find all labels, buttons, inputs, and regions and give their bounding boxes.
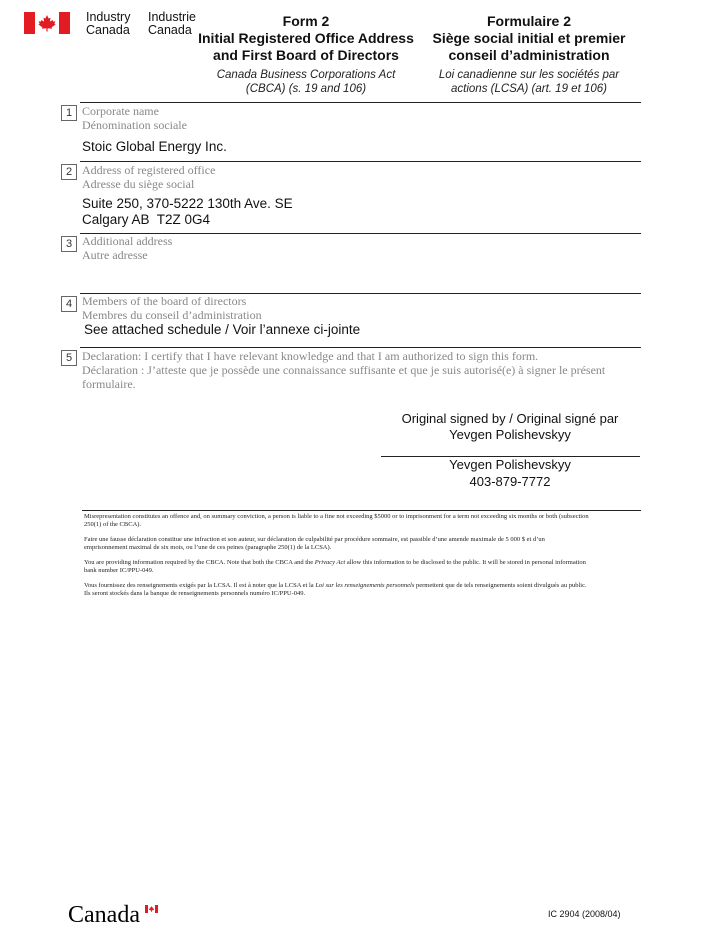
registered-office-line2[interactable]: Calgary AB T2Z 0G4: [82, 212, 211, 227]
dept-fr-line2: Canada: [148, 23, 192, 37]
act-fr-line2: actions (LCSA) (art. 19 et 106): [451, 83, 607, 95]
form-title-en: [190, 13, 422, 96]
fine-print-p2-line2: emprisonnement maximal de six mois, ou l’une de ces peines (paragraphe 250(1) de la LCSA).: [84, 544, 332, 551]
section-5-number: 5: [61, 350, 77, 366]
dept-name-en: [86, 11, 130, 37]
act-fr-line1: Loi canadienne sur les sociétés par: [438, 69, 620, 81]
section-3-number: 3: [61, 236, 77, 252]
declaration-fr-line1: Déclaration : J’atteste que je possède une connaissance suffisante et que je suis autorisé(e) à signer le présent: [82, 363, 606, 377]
dept-fr-line1: Industrie: [148, 10, 196, 24]
signed-by-line1: Original signed by / Original signé par: [401, 411, 619, 426]
directors-label-en: Members of the board of directors: [82, 294, 247, 308]
section-1-rule: [80, 102, 641, 103]
canada-wordmark: [68, 902, 140, 928]
form-title-fr-line1: Siège social initial et premier: [432, 30, 626, 46]
form-code: IC 2904 (2008/04): [548, 909, 621, 919]
section-2-rule: [80, 161, 641, 162]
form-title-en-line2: and First Board of Directors: [213, 47, 399, 63]
fine-print-p3-line2: bank number IC/PPU-049.: [84, 567, 154, 574]
fine-print-p4-a: Vous fournissez des renseignements exigés par la LCSA. Il est à noter que la LCSA et la: [84, 582, 316, 589]
fine-print-p2-line1: Faire une fausse déclaration constitue une infraction et son auteur, sur déclaration de culpabilité par procédure sommaire, est passible d’une amende maximale de 5 000 $ et d’un: [84, 536, 545, 543]
registered-office-label-en: Address of registered office: [82, 163, 216, 177]
corporate-name-label-en: Corporate name: [82, 104, 159, 118]
privacy-law-title-fr: Loi sur les renseignements personnels: [315, 582, 415, 589]
fine-print-p4-line2: Ils seront stockés dans la banque de renseignements personnels numéro IC/PPU-049.: [84, 590, 306, 597]
fine-print-p3-line1: [84, 559, 644, 567]
signer-phone: 403-879-7772: [469, 474, 551, 489]
form-title-en-line1: Initial Registered Office Address: [198, 30, 414, 46]
canada-flag-icon: [24, 12, 70, 34]
declaration-en: Declaration: I certify that I have relevant knowledge and that I am authorized to sign this form.: [82, 349, 539, 363]
form-title-fr-line2: conseil d’administration: [448, 47, 610, 63]
form-number-fr: Formulaire 2: [486, 13, 572, 29]
signed-by-line2: Yevgen Polishevskyy: [449, 427, 571, 442]
registered-office-label-fr: Adresse du siège social: [82, 177, 195, 191]
privacy-act-title: Privacy Act: [314, 559, 346, 566]
fine-print-p4-line1: [84, 582, 644, 590]
registered-office-line1[interactable]: Suite 250, 370-5222 130th Ave. SE: [82, 196, 293, 211]
dept-en-line2: Canada: [86, 23, 130, 37]
section-2-number: 2: [61, 164, 77, 180]
fine-print-p3-a: You are providing information required by the CBCA. Note that both the CBCA and the: [84, 559, 315, 566]
act-en-line2: (CBCA) (s. 19 and 106): [245, 83, 367, 95]
directors-value[interactable]: See attached schedule / Voir l’annexe ci-jointe: [84, 322, 361, 337]
form-title-fr: [425, 13, 633, 96]
dept-name-fr: [148, 11, 196, 37]
act-en-line1: Canada Business Corporations Act: [216, 69, 396, 81]
corporate-name-label-fr: Dénomination sociale: [82, 118, 187, 132]
fine-print-p4-c: permettent que de tels renseignements soient divulgués au public.: [414, 582, 587, 589]
additional-address-label-en: Additional address: [82, 234, 173, 248]
section-5-rule: [80, 347, 641, 348]
fine-print-p1-line2: 250(1) of the CBCA).: [84, 521, 142, 528]
corporate-name-value[interactable]: Stoic Global Energy Inc.: [82, 139, 227, 154]
canada-wordmark-text: Canada: [68, 902, 140, 928]
fine-print-p1-line1: Misrepresentation constitutes an offence and, on summary conviction, a person is liable to a fine not exceeding $5000 or to imprisonment for a term not exceeding six months or both (subsection: [84, 513, 589, 520]
section-4-number: 4: [61, 296, 77, 312]
fine-print-p3-c: allow this information to be disclosed to the public. It will be stored in personal information: [345, 559, 586, 566]
additional-address-label-fr: Autre adresse: [82, 248, 148, 262]
wordmark-flag-icon: [145, 905, 158, 913]
directors-label-fr: Membres du conseil d’administration: [82, 308, 262, 322]
signer-name: Yevgen Polishevskyy: [449, 457, 571, 472]
section-1-number: 1: [61, 105, 77, 121]
fine-print: [84, 513, 644, 598]
dept-en-line1: Industry: [86, 10, 131, 24]
fine-print-rule: [82, 510, 641, 511]
form-number-en: Form 2: [282, 13, 330, 29]
declaration-fr-line2: formulaire.: [82, 377, 136, 391]
